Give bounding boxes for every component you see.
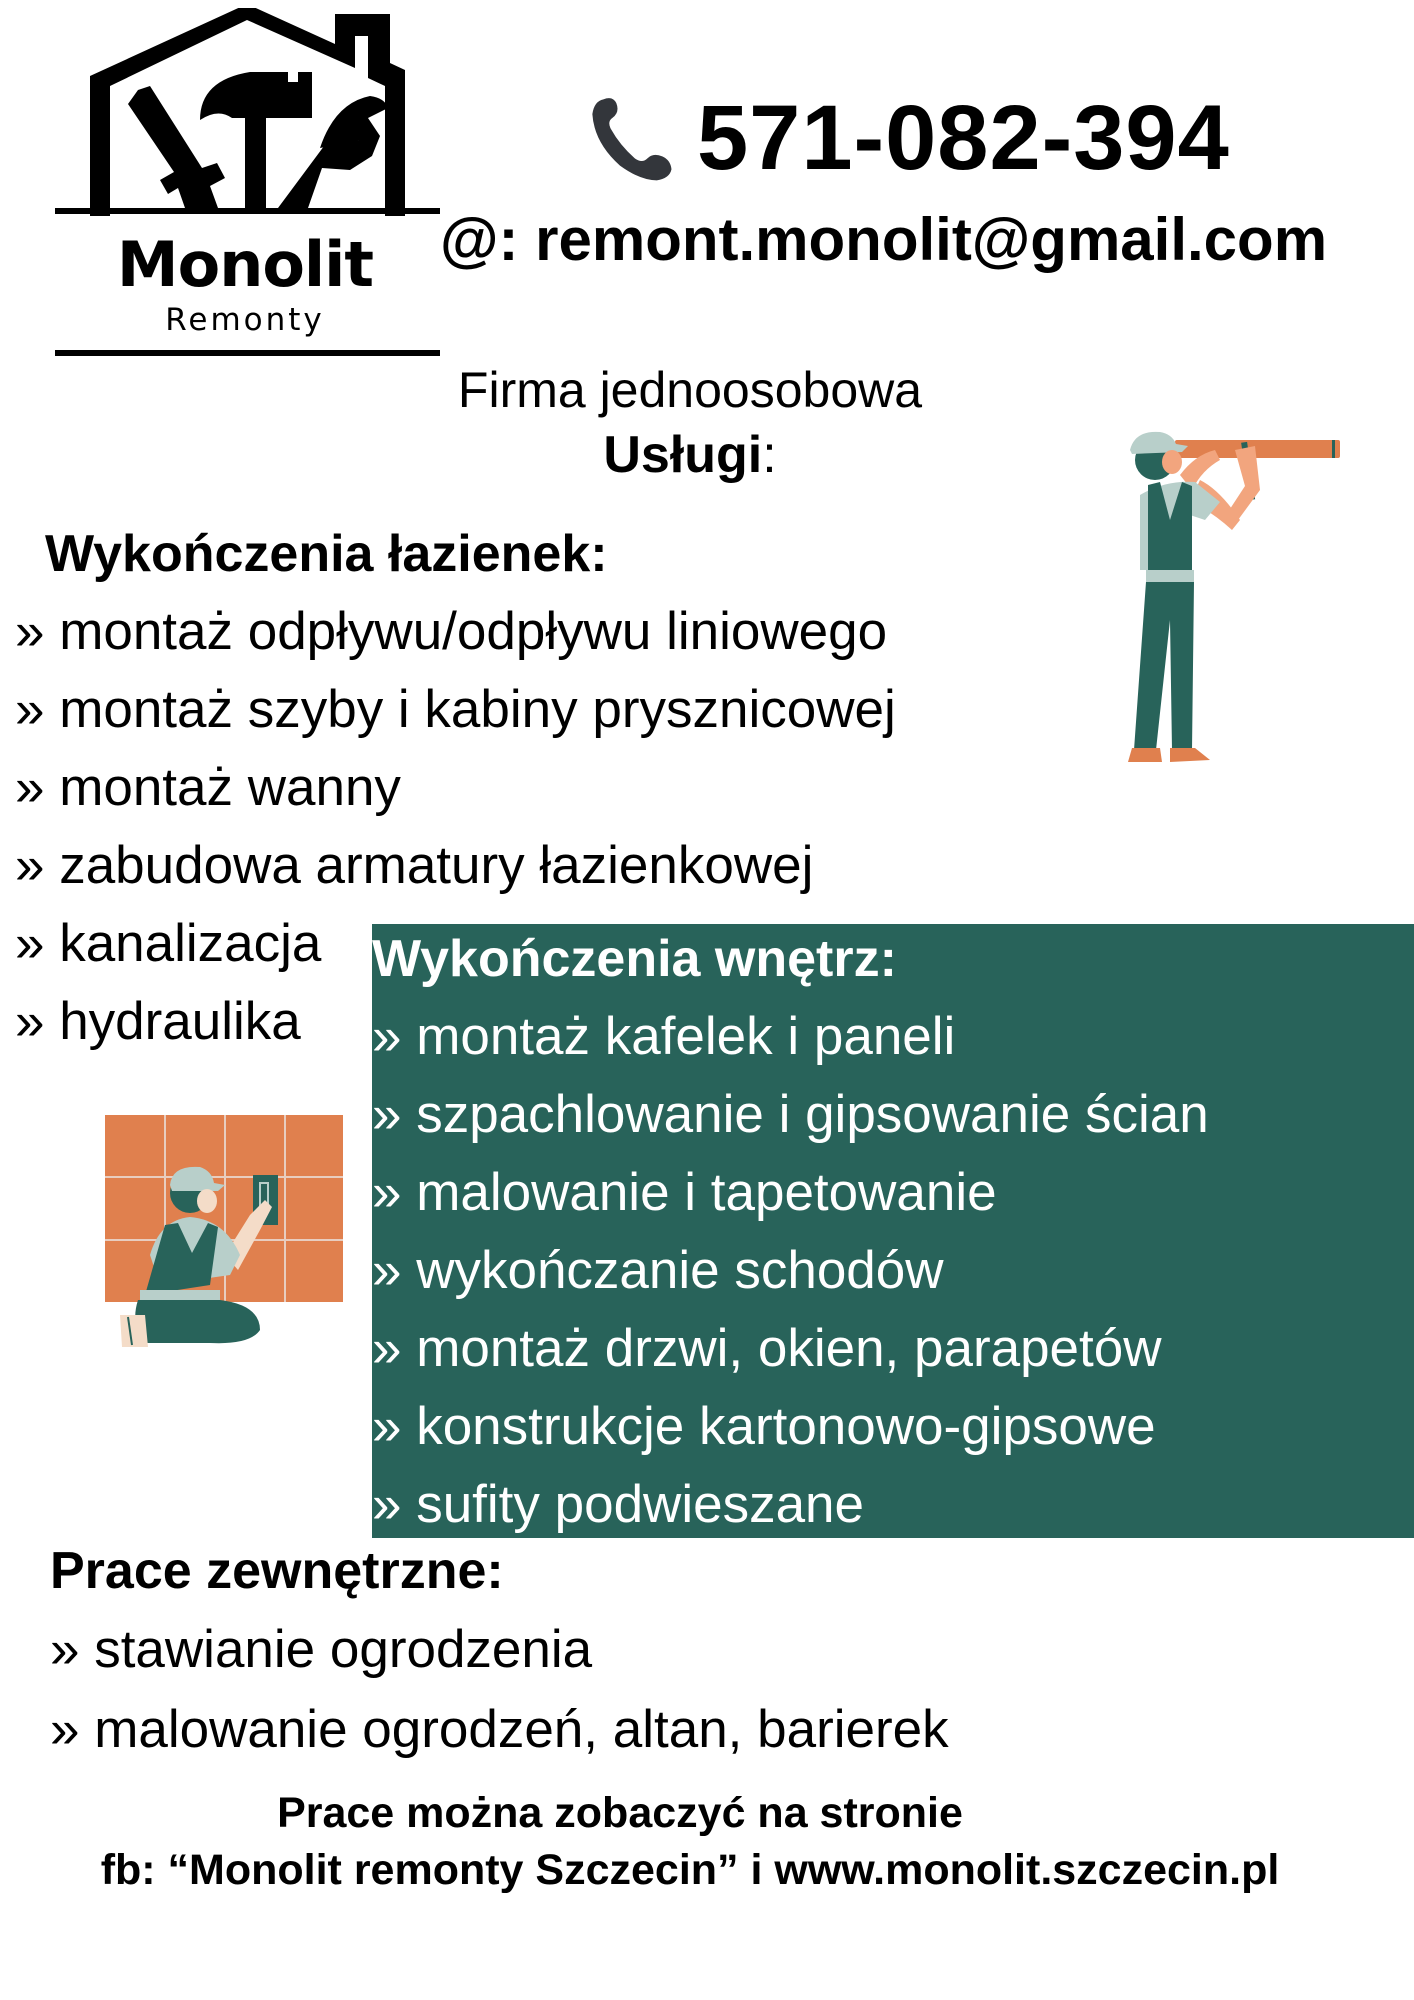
worker-with-level-illustration: [1110, 420, 1340, 770]
phone-contact[interactable]: [585, 88, 1230, 188]
list-item: » malowanie i tapetowanie: [372, 1163, 997, 1222]
list-item: » sufity podwieszane: [372, 1475, 865, 1534]
bathroom-heading: Wykończenia łazienek:: [45, 525, 608, 583]
phone-number[interactable]: 571-082-394: [697, 87, 1230, 189]
exterior-section: [50, 1532, 949, 1770]
interior-section: [372, 924, 1414, 1538]
logo-subtitle: Remonty: [165, 302, 325, 338]
list-item: » wykończanie schodów: [372, 1241, 944, 1300]
company-logo: [50, 8, 445, 360]
list-item: » kanalizacja: [15, 914, 322, 973]
footer-portfolio-note: Prace można zobaczyć na stronie: [277, 1789, 963, 1837]
company-type: Firma jednoosobowa: [457, 362, 923, 418]
services-label-text: Usługi: [603, 426, 763, 484]
list-item: » montaż kafelek i paneli: [372, 1007, 956, 1066]
list-item: » montaż odpływu/odpływu liniowego: [15, 602, 888, 661]
list-item: » montaż drzwi, okien, parapetów: [372, 1319, 1162, 1378]
house-with-tools-icon: [50, 8, 445, 223]
list-item: » montaż wanny: [15, 758, 401, 817]
list-item: » hydraulika: [15, 992, 301, 1051]
list-item: » zabudowa armatury łazienkowej: [15, 836, 814, 895]
services-label-colon: :: [762, 426, 777, 484]
list-item: » montaż szyby i kabiny prysznicowej: [15, 680, 896, 739]
list-item: » konstrukcje kartonowo-gipsowe: [372, 1397, 1156, 1456]
interior-heading: Wykończenia wnętrz:: [372, 930, 897, 988]
list-item: » stawianie ogrodzenia: [50, 1620, 593, 1679]
list-item: » szpachlowanie i gipsowanie ścian: [372, 1085, 1209, 1144]
email-address[interactable]: @: remont.monolit@gmail.com: [440, 206, 1328, 273]
worker-laying-tiles-illustration: [100, 1105, 350, 1350]
list-item: » malowanie ogrodzeń, altan, barierek: [50, 1700, 949, 1759]
footer-links[interactable]: fb: “Monolit remonty Szczecin” i www.monolit.szczecin.pl: [100, 1846, 1280, 1894]
phone-icon: [585, 92, 677, 184]
exterior-heading: Prace zewnętrzne:: [50, 1542, 504, 1600]
logo-name: Monolit: [116, 228, 374, 301]
